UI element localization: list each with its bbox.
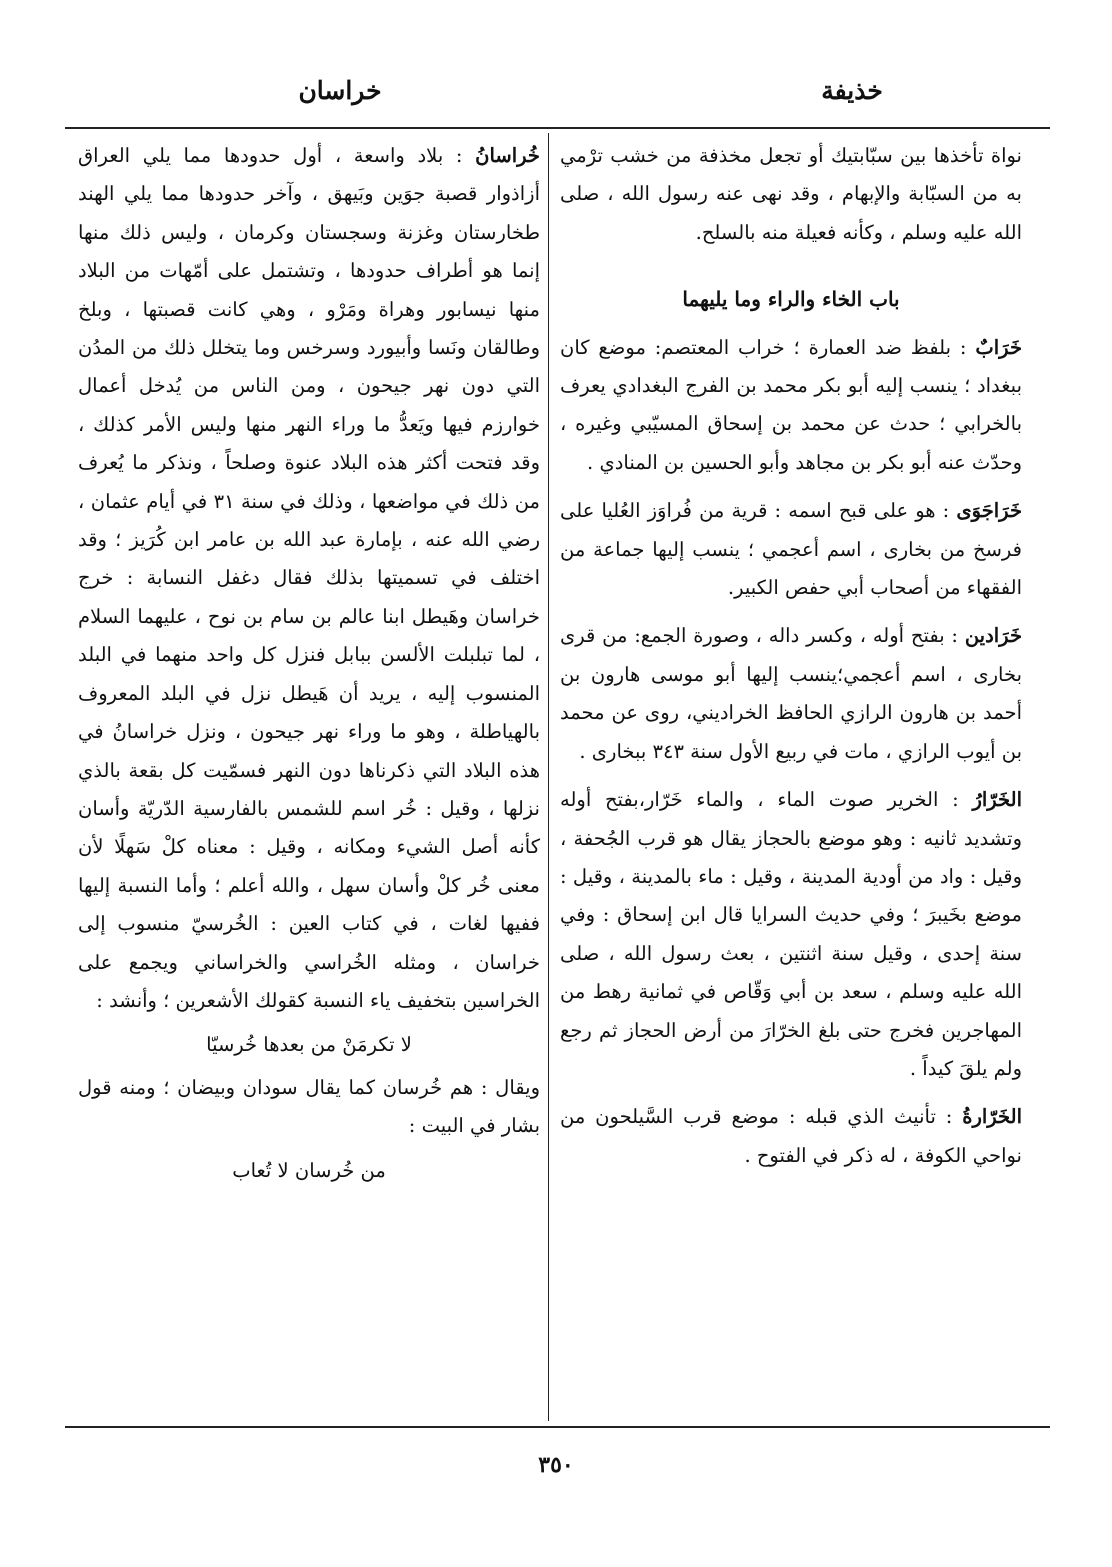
left-column (78, 137, 540, 1194)
running-head-left: خراسان (298, 76, 382, 105)
entry-kharajawa (560, 492, 1022, 607)
column-separator (548, 133, 549, 1421)
entry-text: : تأنيث الذي قبله : موضع قرب السَّيلحون من نواحي الكوفة ، له ذكر في الفتوح . (560, 1105, 1022, 1167)
headword: خَرَابٌ (975, 335, 1022, 359)
headword: الخَرّارةُ (962, 1105, 1023, 1129)
entry-al-kharrara (560, 1098, 1022, 1175)
entry-text: : بلفظ ضد العمارة ؛ خراب المعتصم: موضع كان ببغداد ؛ ينسب إليه أبو بكر محمد بن الفرج البغدادي يعرف بالخرابي ؛ حدث عن محمد بن إسحاق المسيّبي وغيره ، وحدّث عنه أبو بكر بن مجاهد وأبو الحسين بن المنادي . (560, 335, 1022, 474)
footer-rule (65, 1426, 1050, 1428)
verse-line: لا تكرمَنْ من بعدها خُرسيّا (206, 1033, 412, 1057)
right-column (560, 137, 1022, 1175)
headword: خَرَادين (964, 624, 1022, 648)
entry-text: : هو على قبح اسمه : قرية من فُراوَز العُليا على فرسخ من بخارى ، اسم أعجمي ؛ ينسب إليها جماعة من الفقهاء من أصحاب أبي حفص الكبير. (560, 499, 1022, 600)
continuation-paragraph: نواة تأخذها بين سبّابتيك أو تجعل مخذفة من خشب ترْمي به من السبّابة والإبهام ، وقد نهى عنه رسول الله ، صلى الله عليه وسلم ، وكأنه فعيلة منه بالسلح. (560, 144, 1022, 244)
entry-kharab (560, 329, 1022, 483)
section-heading: باب الخاء والراء وما يليهما (682, 287, 900, 312)
headword: خَرَاجَوَى (956, 499, 1022, 523)
verse-line: من خُرسان لا تُعاب (232, 1158, 386, 1182)
page-number: ٣٥٠ (538, 1452, 574, 1478)
entry-text: : بلاد واسعة ، أول حدودها مما يلي العراق أزاذوار قصبة جوَين وبَيهق ، وآخر حدودها مما يلي الهند طخارستان وغزنة وسجستان وكرمان ، وليس ذلك منها إنما هو أطراف حدودها ، وتشتمل على أمّهات من البلاد منها نيسابور وهراة ومَرْو ، وهي كانت قصبتها ، وبلخ وطالقان ونَسا وأبيورد وسرخس وما يتخلل ذلك من المدُن التي دون نهر جيحون ، ومن الناس من يُدخل أعمال خوارزم فيها ويَعدُّ ما وراء النهر منها وليس الأمر كذلك ، وقد فتحت أكثر هذه البلاد عنوة وصلحاً ، ونذكر ما يُعرف من ذلك في مواضعها ، وذلك في سنة ٣١ في أيام عثمان ، رضي الله عنه ، بإمارة عبد الله بن عامر ابن كُرَيز ؛ وقد اختلف في تسميتها بذلك فقال دغفل النسابة : خرج خراسان وهَيطل ابنا عالم بن سام بن نوح ، عليهما السلام ، لما تبلبلت الألسن ببابل فنزل كل واحد منهما في البلد المنسوب إليه ، يريد أن هَيطل نزل في البلد المعروف بالهياطلة ، وهو ما وراء نهر جيحون ، ونزل خراسانُ في هذه البلاد التي ذكرناها دون النهر فسمّيت كل بقعة بالذي نزلها ، وقيل : خُر اسم للشمس بالفارسية الدّريّة وأسان كأنه أصل الشيء ومكانه ، وقيل : معناه كلْ سَهلًا لأن معنى خُر كلْ وأسان سهل ، والله أعلم ؛ وأما النسبة إليها ففيها لغات ، في كتاب العين : الخُرسيّ منسوب إلى خراسان ، ومثله الخُراسي والخراساني ويجمع على الخراسين بتخفيف ياء النسبة كقولك الأشعرين ؛ وأنشد : (78, 144, 540, 1012)
header-rule (65, 127, 1050, 129)
entry-kharadin (560, 617, 1022, 771)
entry-text: : الخرير صوت الماء ، والماء خَرّار،بفتح أوله وتشديد ثانيه : وهو موضع بالحجاز يقال هو قرب الجُحفة ، وقيل : واد من أودية المدينة ، وقيل : ماء بالمدينة ، وقيل : موضع بخَيبرَ ؛ وفي حديث السرايا قال ابن إسحاق : وفي سنة إحدى ، وقيل سنة اثنتين ، بعث رسول الله ، صلى الله عليه وسلم ، سعد بن أبي وَقّاص في ثمانية رهط من المهاجرين فخرج حتى بلغ الخرّارَ من أرض الحجاز ثم رجع ولم يلقَ كيداً . (560, 788, 1022, 1080)
headword: الخَرّارُ (972, 788, 1022, 812)
running-head-right: خذيفة (821, 76, 883, 105)
entry-text: : بفتح أوله ، وكسر داله ، وصورة الجمع: من قرى بخارى ، اسم أعجمي؛ينسب إليها أبو موسى هارون بن أحمد بن هارون الرازي الحافظ الخراديني، روى عن محمد بن أيوب الرازي ، مات في ربيع الأول سنة ٣٤٣ ببخارى . (560, 624, 1022, 763)
entry-khurasan (78, 137, 540, 1020)
headword: خُراسانُ (475, 144, 540, 167)
paragraph: ويقال : هم خُرسان كما يقال سودان وبيضان ؛ ومنه قول بشار في البيت : (78, 1075, 540, 1138)
entry-al-kharrar (560, 781, 1022, 1088)
